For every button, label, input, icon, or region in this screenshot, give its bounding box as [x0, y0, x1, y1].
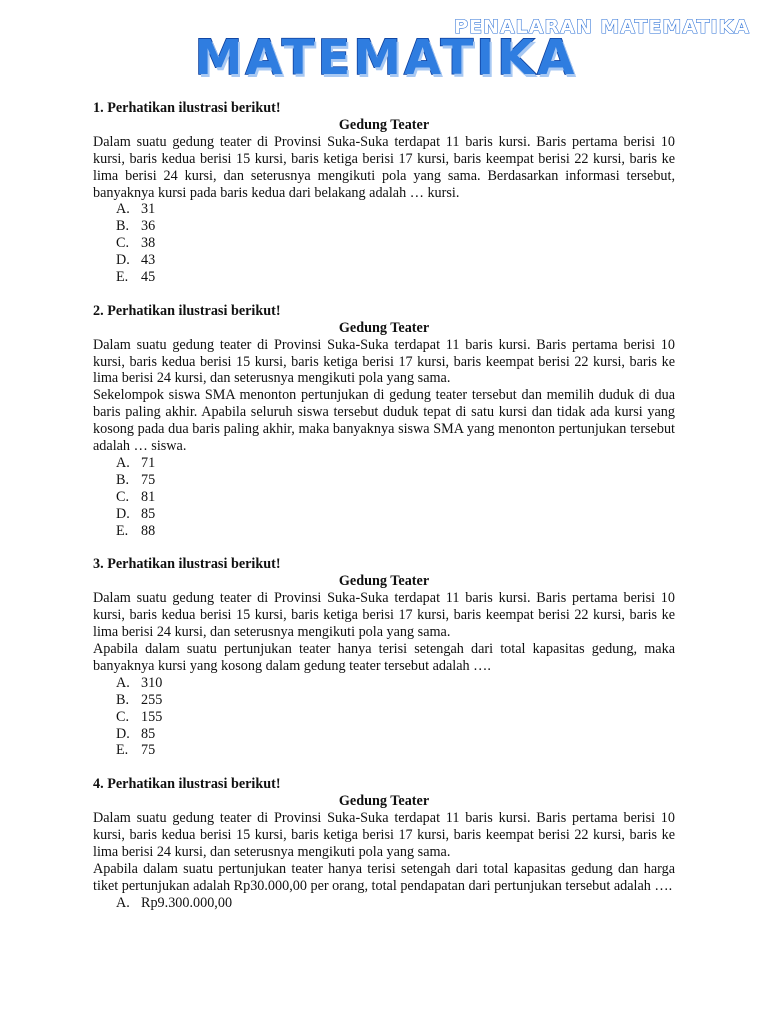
- question-heading: 3. Perhatikan ilustrasi berikut!: [93, 556, 281, 573]
- answer-option: [93, 472, 675, 489]
- answer-option: [93, 726, 675, 743]
- answer-options: [93, 675, 675, 760]
- option-letter: A.: [116, 894, 130, 911]
- option-text: 31: [141, 201, 156, 218]
- answer-option: [93, 455, 675, 472]
- header-subtitle: PENALARAN MATEMATIKA: [454, 16, 750, 38]
- option-text: 38: [141, 235, 156, 252]
- page-title: MATEMATIKA: [194, 30, 578, 86]
- question-paragraph: Dalam suatu gedung teater di Provinsi Suka-Suka terdapat 11 baris kursi. Baris pertama berisi 10 kursi, baris kedua berisi 15 kursi, baris ketiga berisi 17 kursi, baris keempat berisi 22 kursi, baris ke lima berisi 24 kursi, dan seterusnya mengikuti pola yang sama.: [93, 810, 675, 860]
- option-letter: A.: [116, 674, 130, 691]
- option-text: 155: [141, 708, 163, 725]
- option-text: 43: [141, 252, 156, 269]
- option-letter: D.: [116, 725, 130, 742]
- option-letter: C.: [116, 235, 130, 252]
- option-text: 310: [141, 674, 163, 691]
- question-subheading: Gedung Teater: [338, 793, 430, 810]
- answer-option: [93, 523, 675, 540]
- question-paragraph: Dalam suatu gedung teater di Provinsi Suka-Suka terdapat 11 baris kursi. Baris pertama berisi 10 kursi, baris kedua berisi 15 kursi, baris ketiga berisi 17 kursi, baris keempat berisi 22 kursi, baris ke lima berisi 24 kursi, dan seterusnya mengikuti pola yang sama.: [93, 336, 675, 387]
- option-text: 75: [141, 471, 156, 488]
- answer-option: [93, 252, 675, 269]
- answer-option: [93, 269, 675, 286]
- answer-options: [93, 201, 675, 286]
- option-letter: A.: [116, 201, 130, 218]
- question-heading: 2. Perhatikan ilustrasi berikut!: [93, 302, 281, 319]
- question-3: [93, 556, 675, 759]
- question-subheading: Gedung Teater: [338, 116, 430, 133]
- answer-option: [93, 218, 675, 235]
- question-1: [93, 100, 675, 286]
- answer-option: [93, 235, 675, 252]
- option-letter: B.: [116, 218, 130, 235]
- answer-option: [93, 692, 675, 709]
- option-letter: B.: [116, 691, 130, 708]
- option-text: 88: [141, 522, 156, 539]
- option-letter: E.: [116, 742, 129, 759]
- option-letter: C.: [116, 708, 130, 725]
- answer-option: [93, 742, 675, 759]
- question-paragraph: Sekelompok siswa SMA menonton pertunjukan di gedung teater tersebut dan memilih duduk di dua baris paling akhir. Apabila seluruh siswa tersebut duduk tepat di satu kursi dan tidak ada kursi yang kosong pada dua baris paling akhir, maka banyaknya siswa SMA yang menonton pertunjukan tersebut adalah … siswa.: [93, 387, 675, 455]
- option-text: 81: [141, 488, 156, 505]
- question-heading: 1. Perhatikan ilustrasi berikut!: [93, 100, 281, 116]
- question-subheading: Gedung Teater: [338, 319, 430, 336]
- option-text: 255: [141, 691, 163, 708]
- option-letter: B.: [116, 471, 130, 488]
- option-text: 85: [141, 725, 156, 742]
- option-letter: A.: [116, 455, 130, 472]
- answer-option: [93, 709, 675, 726]
- answer-option: [93, 489, 675, 506]
- question-4: [93, 776, 675, 911]
- option-letter: E.: [116, 269, 129, 286]
- answer-option: [93, 201, 675, 218]
- option-text: 45: [141, 269, 156, 286]
- answer-options: [93, 455, 675, 540]
- question-2: [93, 303, 675, 540]
- option-text: 85: [141, 505, 156, 522]
- option-text: Rp9.300.000,00: [141, 894, 233, 911]
- question-heading: 4. Perhatikan ilustrasi berikut!: [93, 776, 281, 793]
- question-paragraph: Dalam suatu gedung teater di Provinsi Suka-Suka terdapat 11 baris kursi. Baris pertama berisi 10 kursi, baris kedua berisi 15 kursi, baris ketiga berisi 17 kursi, baris keempat berisi 22 kursi, baris ke lima berisi 24 kursi, dan seterusnya mengikuti pola yang sama.: [93, 590, 675, 641]
- option-text: 36: [141, 218, 156, 235]
- answer-option: [93, 506, 675, 523]
- option-letter: D.: [116, 252, 130, 269]
- question-paragraph: Dalam suatu gedung teater di Provinsi Suka-Suka terdapat 11 baris kursi. Baris pertama berisi 10 kursi, baris kedua berisi 15 kursi, baris ketiga berisi 17 kursi, baris keempat berisi 22 kursi, baris ke lima berisi 24 kursi, dan seterusnya mengikuti pola yang sama. Berdasarkan informasi tersebut, banyaknya kursi pada baris kedua dari belakang adalah … kursi.: [93, 133, 675, 201]
- option-text: 71: [141, 455, 156, 472]
- option-text: 75: [141, 742, 156, 759]
- answer-option: [93, 895, 675, 912]
- answer-options: [93, 895, 675, 912]
- question-paragraph: Apabila dalam suatu pertunjukan teater hanya terisi setengah dari total kapasitas gedung dan harga tiket pertunjukan adalah Rp30.000,00 per orang, total pendapatan dari pertunjukan tersebut adalah ….: [93, 860, 675, 894]
- option-letter: C.: [116, 488, 130, 505]
- option-letter: D.: [116, 505, 130, 522]
- answer-option: [93, 675, 675, 692]
- option-letter: E.: [116, 522, 129, 539]
- question-subheading: Gedung Teater: [338, 573, 430, 590]
- question-list: [93, 100, 675, 928]
- question-paragraph: Apabila dalam suatu pertunjukan teater hanya terisi setengah dari total kapasitas gedung, maka banyaknya kursi yang kosong dalam gedung teater tersebut adalah ….: [93, 640, 675, 674]
